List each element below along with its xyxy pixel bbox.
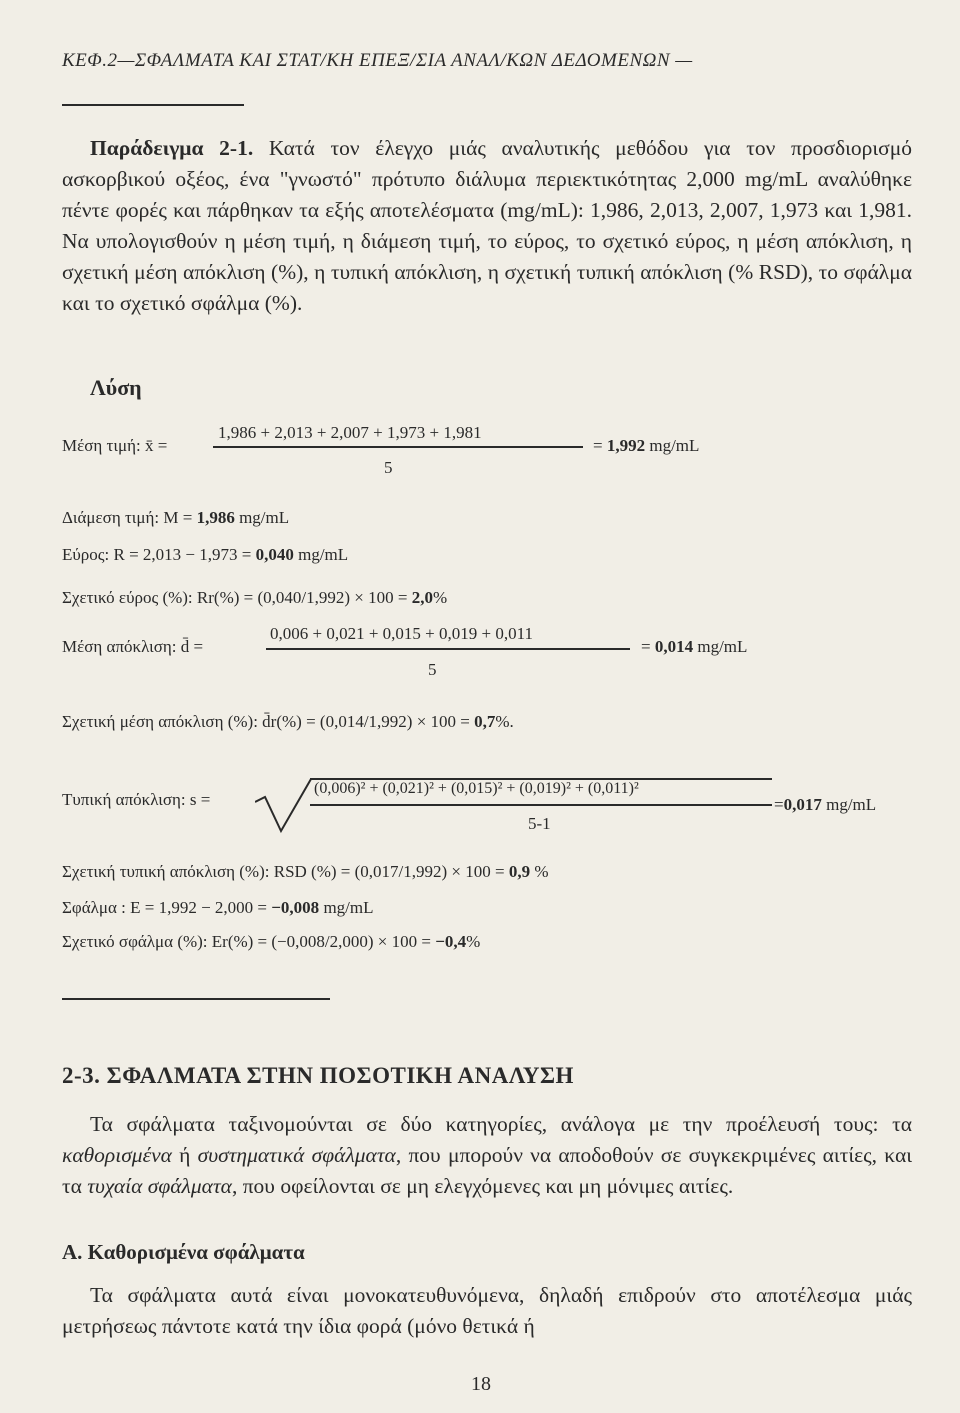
solution-heading: Λύση [90, 375, 142, 400]
range-unit: mg/mL [293, 545, 349, 564]
mean-eq: = [593, 436, 603, 455]
mean-result [593, 436, 699, 456]
median-value: 1,986 [196, 508, 235, 527]
std-dev-numerator: (0,006)² + (0,021)² + (0,015)² + (0,019)² + (0,011)² [314, 780, 639, 797]
mean-dev-numerator: 0,006 + 0,021 + 0,015 + 0,019 + 0,011 [270, 624, 533, 643]
section-text-3: , που μπορούν να αποδοθούν σε συγκεκριμένες αιτίες, και τα [62, 1143, 912, 1198]
mean-denominator: 5 [384, 458, 393, 477]
section-text-2: ή [171, 1143, 198, 1167]
error-line [62, 898, 374, 918]
example-text: Κατά τον έλεγχο μιάς αναλυτικής μεθόδου για τον προσδιορισμό ασκορβικού οξέος, ένα "γνωστό" πρότυπο διάλυμα περιεκτικότητας 2,000 mg/mL αναλύθηκε πέντε φορές και πάρθηκαν τα εξής αποτελέσματα (mg/mL): 1,986, 2,013, 2,007, 1,973 και 1,981. Να υπολογισθούν η μέση τιμή, η διάμεση τιμή, το εύρος, το σχετικό εύρος, η μέση απόκλιση, η σχετική μέση απόκλιση (%), η τυπική απόκλιση, η σχετική τυπική απόκλιση (% RSD), το σφάλμα και το σχετικό σφάλμα (%). [62, 136, 912, 315]
error-value: −0,008 [271, 898, 320, 917]
range-value: 0,040 [255, 545, 294, 564]
relative-error-text: Σχετικό σφάλμα (%): Er(%) = (−0,008/2,000) × 100 = [62, 932, 436, 951]
example-paragraph [62, 133, 912, 319]
relative-range-unit: % [432, 588, 448, 607]
range-line [62, 545, 348, 565]
error-text: Σφάλμα : E = 1,992 − 2,000 = [62, 898, 272, 917]
running-header: ΚΕΦ.2—ΣΦΑΛΜΑΤΑ ΚΑΙ ΣΤΑΤ/ΚΗ ΕΠΕΞ/ΣΙΑ ΑΝΑΛ/ΚΩΝ ΔΕΔΟΜΕΝΩΝ — [62, 50, 693, 71]
section-italic-3: τυχαία σφάλματα [87, 1174, 232, 1198]
relative-std-value: 0,9 [508, 862, 531, 881]
mean-dev-unit: mg/mL [693, 637, 748, 656]
median-line [62, 508, 289, 528]
mean-numerator: 1,986 + 2,013 + 2,007 + 1,973 + 1,981 [218, 423, 482, 442]
mean-dev-label: Μέση απόκλιση: d̄ = [62, 637, 204, 656]
mean-fraction-bar [213, 446, 583, 448]
relative-range-value: 2,0 [411, 588, 433, 607]
relative-mean-dev-text: Σχετική μέση απόκλιση (%): d̄r(%) = (0,014/1,992) × 100 = [62, 712, 475, 731]
example-end-rule [62, 998, 330, 1000]
std-dev-eq: = [774, 795, 784, 814]
section-italic-2: συστηματικά σφάλματα [197, 1143, 396, 1167]
mean-dev-result [641, 637, 747, 657]
section-paragraph [62, 1109, 912, 1202]
relative-mean-dev-unit: %. [495, 712, 514, 731]
relative-range-text: Σχετικό εύρος (%): Rr(%) = (0,040/1,992) × 100 = [62, 588, 412, 607]
section-title: 2-3. ΣΦΑΛΜΑΤΑ ΣΤΗΝ ΠΟΣΟΤΙΚΗ ΑΝΑΛΥΣΗ [62, 1063, 574, 1088]
relative-std-line [62, 862, 549, 882]
std-dev-result [774, 795, 876, 815]
mean-dev-denominator: 5 [428, 660, 437, 679]
relative-std-text: Σχετική τυπική απόκλιση (%): RSD (%) = (0,017/1,992) × 100 = [62, 862, 509, 881]
header-rule [62, 104, 244, 106]
std-dev-fraction-bar [310, 804, 772, 806]
mean-unit: mg/mL [645, 436, 700, 455]
relative-range-line [62, 588, 447, 608]
subsection-title: Α. Καθορισμένα σφάλματα [62, 1240, 305, 1264]
section-text-1: Τα σφάλματα ταξινομούνται σε δύο κατηγορίες, ανάλογα με την προέλευσή τους: τα [90, 1112, 912, 1136]
std-dev-denominator: 5-1 [528, 814, 551, 833]
relative-mean-dev-line [62, 712, 514, 732]
page-number: 18 [471, 1373, 491, 1395]
range-text: Εύρος: R = 2,013 − 1,973 = [62, 545, 256, 564]
relative-std-unit: % [530, 862, 549, 881]
subsection-paragraph: Τα σφάλματα αυτά είναι μονοκατευθυνόμενα, δηλαδή επιδρούν στο αποτέλεσμα μιάς μετρήσεως πάντοτε κατά την ίδια φορά (μόνο θετικά ή [62, 1283, 912, 1338]
section-italic-1: καθορισμένα [62, 1143, 172, 1167]
mean-value: 1,992 [606, 436, 646, 455]
mean-dev-eq: = [641, 637, 651, 656]
relative-error-unit: % [466, 932, 481, 951]
median-unit: mg/mL [234, 508, 290, 527]
median-text: Διάμεση τιμή: M = [62, 508, 197, 527]
section-text-4: , που οφείλονται σε μη ελεγχόμενες και μη μόνιμες αιτίες. [231, 1174, 734, 1198]
mean-dev-fraction-bar [266, 648, 630, 650]
relative-error-value: −0,4 [435, 932, 467, 951]
relative-mean-dev-value: 0,7 [474, 712, 496, 731]
std-dev-unit: mg/mL [821, 795, 877, 814]
mean-label: Μέση τιμή: x̄ = [62, 436, 168, 455]
std-dev-label: Τυπική απόκλιση: s = [62, 790, 211, 809]
error-unit: mg/mL [319, 898, 374, 917]
square-root-sign [255, 775, 315, 835]
mean-dev-value: 0,014 [654, 637, 694, 656]
example-label: Παράδειγμα 2-1. [90, 136, 254, 160]
relative-error-line [62, 932, 480, 952]
std-dev-value: 0,017 [783, 795, 822, 814]
